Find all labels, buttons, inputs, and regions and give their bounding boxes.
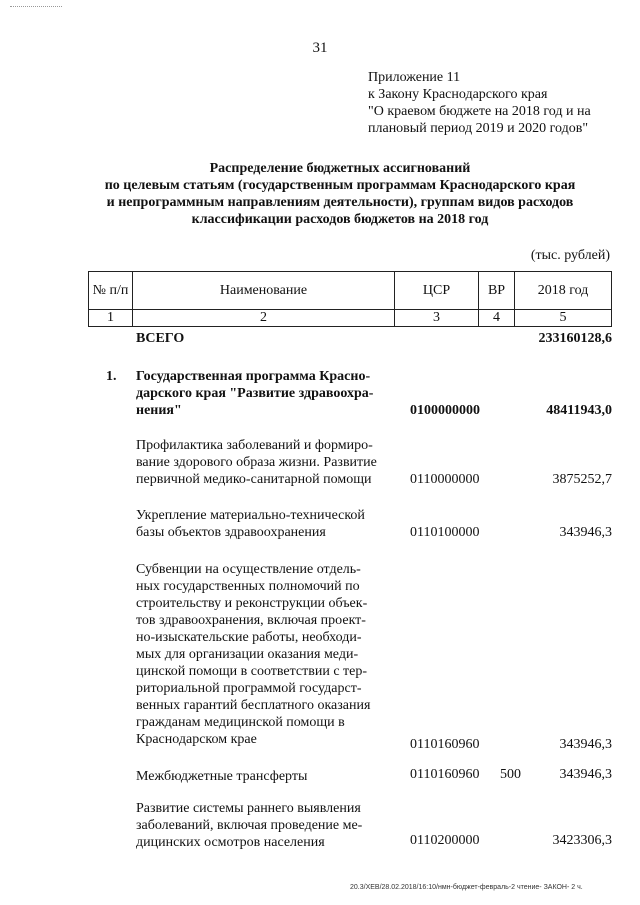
- row-name-line: Краснодарском крае: [136, 732, 257, 747]
- row-name: [136, 507, 398, 541]
- appendix-line: Приложение 11: [368, 70, 461, 85]
- row-name-line: риториальной программой государст-: [136, 681, 362, 696]
- row-amount: 48411943,0: [546, 403, 612, 418]
- row-name-line: Межбюджетные трансферты: [136, 769, 308, 784]
- document-footer: 20.3/XEB/28.02.2018/16:10/нмн-бюджет-февраль-2 чтение- ЗАКОН- 2 ч.: [350, 884, 583, 891]
- header-row: [89, 272, 612, 310]
- appendix-line: плановый период 2019 и 2020 годов": [368, 121, 589, 136]
- table-header: [88, 271, 612, 327]
- row-csr: 0110200000: [410, 833, 480, 848]
- row-csr: 0110160960: [410, 737, 480, 752]
- row-name-line: строительству и реконструкции объек-: [136, 596, 368, 611]
- row-name-line: но-изыскательские работы, необходи-: [136, 630, 362, 645]
- appendix-note: [368, 69, 630, 137]
- appendix-line: "О краевом бюджете на 2018 год и на: [368, 104, 591, 119]
- row-name: [136, 368, 398, 419]
- row-name-line: тов здравоохранения, включая проект-: [136, 613, 366, 628]
- row-name-line: цинской помощи в соответствии с тер-: [136, 664, 368, 679]
- row-amount: 343946,3: [559, 737, 612, 752]
- col-number: 3: [395, 310, 479, 327]
- row-name-line: венных гарантий бесплатного оказания: [136, 698, 371, 713]
- row-name: [136, 768, 398, 785]
- row-name-line: Субвенции на осуществление отдель-: [136, 562, 361, 577]
- row-name-line: Государственная программа Красно-: [136, 369, 371, 384]
- header-name: Наименование: [133, 272, 395, 310]
- col-number: 5: [515, 310, 612, 327]
- units-note: (тыс. рублей): [530, 248, 610, 263]
- header-year: 2018 год: [515, 272, 612, 310]
- row-csr: 0110000000: [410, 472, 480, 487]
- top-margin-mark: [10, 6, 62, 11]
- col-number: 1: [89, 310, 133, 327]
- row-name-line: Укрепление материально-технической: [136, 508, 365, 523]
- row-name-line: дицинских осмотров населения: [136, 835, 325, 850]
- row-csr: 0110100000: [410, 525, 480, 540]
- row-name-line: заболеваний, включая проведение ме-: [136, 818, 363, 833]
- header-vr: ВР: [479, 272, 515, 310]
- row-csr: 0110160960: [410, 767, 480, 782]
- row-name-line: мых для организации оказания меди-: [136, 647, 359, 662]
- page-number: 31: [312, 40, 328, 56]
- row-csr: 0100000000: [410, 403, 480, 418]
- appendix-line: к Закону Краснодарского края: [368, 87, 548, 102]
- row-amount: 3423306,3: [552, 833, 612, 848]
- row-name-line: ных государственных полномочий по: [136, 579, 360, 594]
- row-name-line: гражданам медицинской помощи в: [136, 715, 345, 730]
- row-name-line: дарского края "Развитие здравоохра-: [136, 386, 374, 401]
- row-vr: 500: [500, 767, 521, 782]
- total-amount: 233160128,6: [538, 331, 612, 346]
- header-csr: ЦСР: [395, 272, 479, 310]
- header-num: № п/п: [89, 272, 133, 310]
- row-name-line: базы объектов здравоохранения: [136, 525, 326, 540]
- column-number-row: [89, 310, 612, 327]
- row-name: [136, 437, 398, 488]
- row-name: [136, 800, 398, 851]
- row-amount: 3875252,7: [552, 472, 612, 487]
- title-line: по целевым статьям (государственным программам Краснодарского края: [104, 178, 576, 193]
- title-line: Распределение бюджетных ассигнований: [209, 161, 471, 176]
- col-number: 4: [479, 310, 515, 327]
- row-number: 1.: [106, 369, 117, 384]
- row-name-line: Развитие системы раннего выявления: [136, 801, 361, 816]
- row-name-line: нения": [136, 403, 182, 418]
- row-name-line: первичной медико-санитарной помощи: [136, 472, 372, 487]
- row-amount: 343946,3: [559, 767, 612, 782]
- title-line: и непрограммным направлениям деятельности), группам видов расходов: [106, 195, 574, 210]
- row-amount: 343946,3: [559, 525, 612, 540]
- row-name-line: Профилактика заболеваний и формиро-: [136, 438, 373, 453]
- col-number: 2: [133, 310, 395, 327]
- row-name: [136, 561, 398, 748]
- title-line: классификации расходов бюджетов на 2018 год: [191, 212, 489, 227]
- document-title: [60, 160, 620, 228]
- row-name-line: вание здорового образа жизни. Развитие: [136, 455, 377, 470]
- total-label: ВСЕГО: [136, 331, 185, 346]
